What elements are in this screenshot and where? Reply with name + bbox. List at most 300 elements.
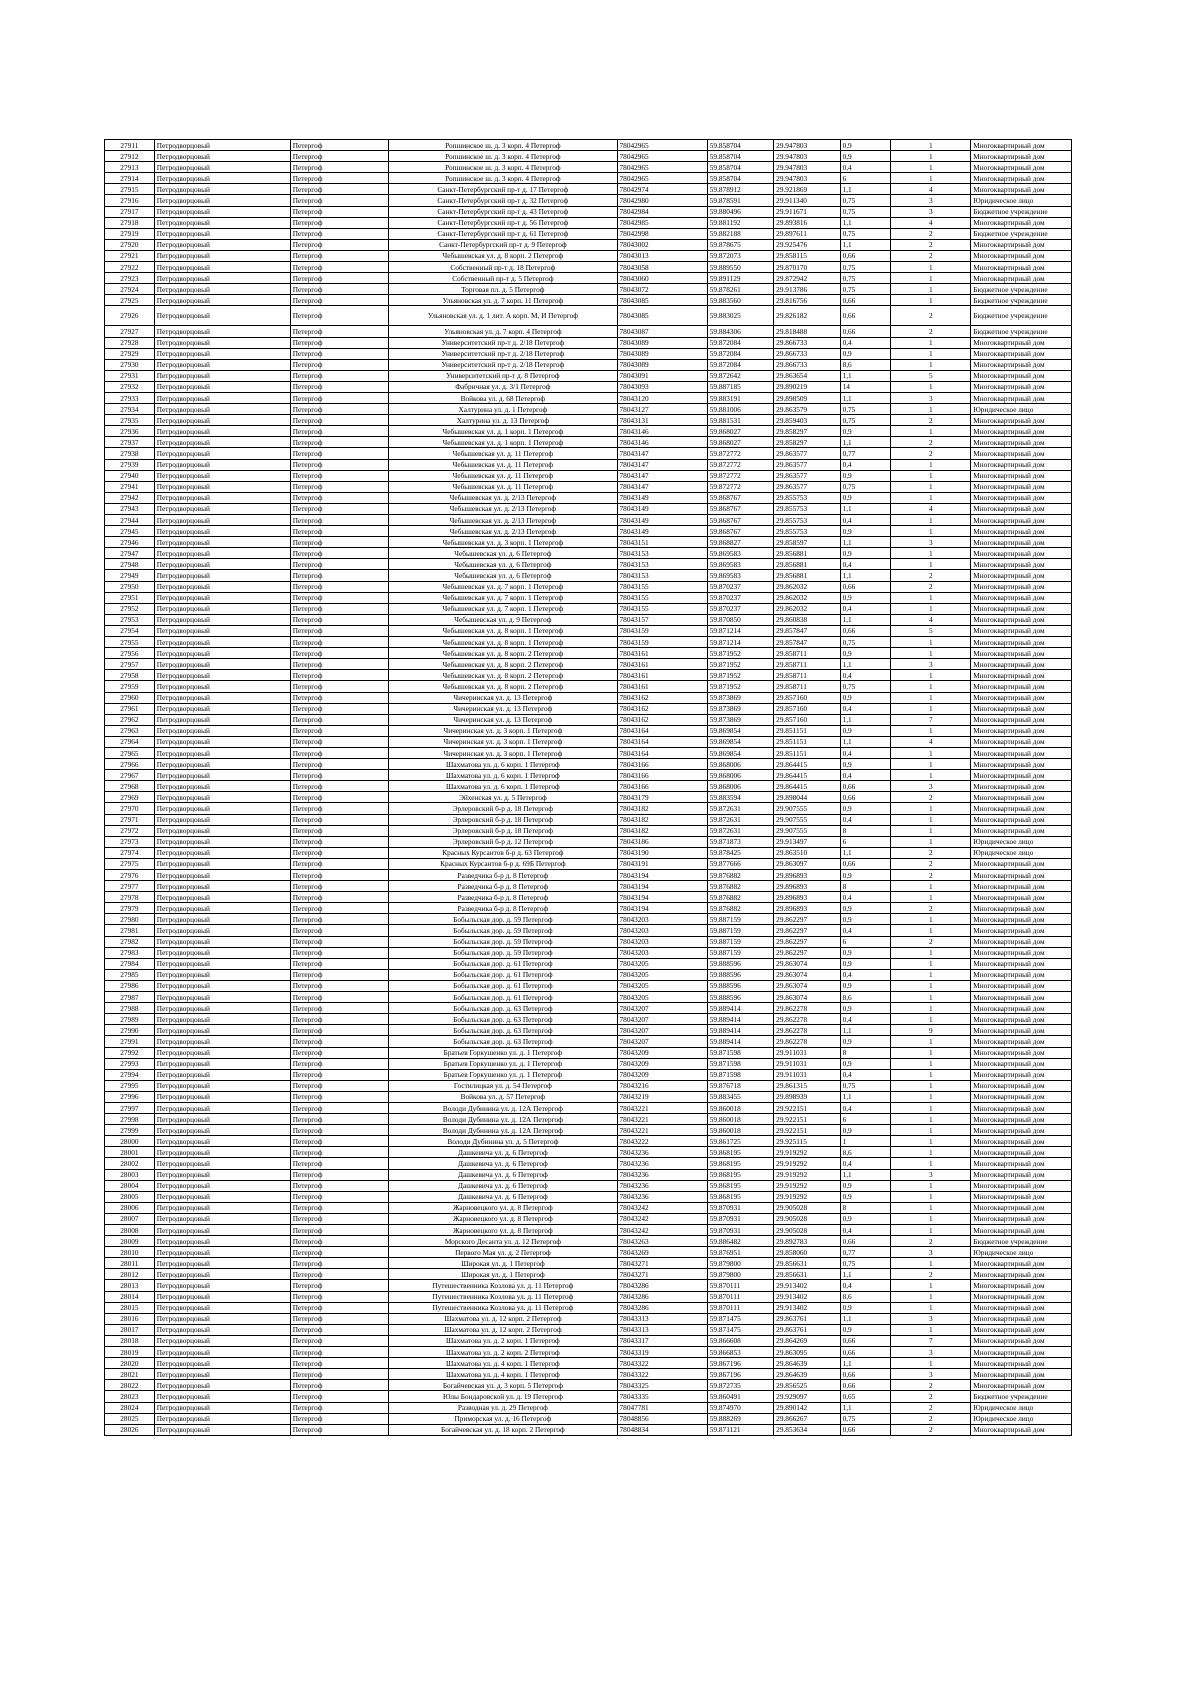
cell-power: 0,9: [840, 914, 891, 925]
cell-city: Петергоф: [290, 392, 389, 403]
cell-row-number: 28010: [105, 1247, 155, 1258]
cell-code: 78043221: [617, 1114, 707, 1125]
cell-power: 0,9: [840, 947, 891, 958]
table-row: [105, 681, 1072, 692]
cell-row-number: 27955: [105, 637, 155, 648]
cell-district: Петродворцовый: [154, 1014, 290, 1025]
cell-city: Петергоф: [290, 559, 389, 570]
cell-district: Петродворцовый: [154, 714, 290, 725]
cell-object-type: Многоквартирный дом: [971, 1014, 1072, 1025]
cell-city: Петергоф: [290, 1213, 389, 1224]
cell-code: 78043060: [617, 273, 707, 284]
cell-latitude: 59.868767: [707, 503, 773, 514]
cell-longitude: 29.947803: [774, 151, 840, 162]
cell-count: 1: [891, 1324, 971, 1335]
cell-power: 1,1: [840, 847, 891, 858]
table-row: [105, 326, 1072, 337]
cell-latitude: 59.871598: [707, 1047, 773, 1058]
cell-row-number: 27913: [105, 162, 155, 173]
cell-object-type: Многоквартирный дом: [971, 481, 1072, 492]
cell-row-number: 27911: [105, 140, 155, 151]
cell-object-type: Многоквартирный дом: [971, 592, 1072, 603]
cell-longitude: 29.853634: [774, 1424, 840, 1435]
table-row: [105, 295, 1072, 306]
table-row: [105, 747, 1072, 758]
cell-city: Петергоф: [290, 404, 389, 415]
cell-district: Петродворцовый: [154, 825, 290, 836]
table-row: [105, 1047, 1072, 1058]
cell-district: Петродворцовый: [154, 914, 290, 925]
cell-longitude: 29.862032: [774, 581, 840, 592]
cell-code: 78043236: [617, 1191, 707, 1202]
cell-count: 2: [891, 415, 971, 426]
cell-object-type: Бюджетное учреждение: [971, 326, 1072, 337]
cell-count: 2: [891, 1402, 971, 1413]
cell-district: Петродворцовый: [154, 570, 290, 581]
cell-district: Петродворцовый: [154, 295, 290, 306]
cell-longitude: 29.905028: [774, 1202, 840, 1213]
cell-latitude: 59.883191: [707, 392, 773, 403]
cell-count: 1: [891, 337, 971, 348]
cell-power: 0,4: [840, 670, 891, 681]
cell-row-number: 27951: [105, 592, 155, 603]
cell-longitude: 29.907555: [774, 814, 840, 825]
cell-city: Петергоф: [290, 1091, 389, 1102]
cell-latitude: 59.870931: [707, 1213, 773, 1224]
cell-city: Петергоф: [290, 326, 389, 337]
table-row: [105, 1280, 1072, 1291]
cell-district: Петродворцовый: [154, 1169, 290, 1180]
cell-address: Чебышевская ул. д. 6 Петергоф: [389, 548, 617, 559]
cell-power: 8: [840, 825, 891, 836]
cell-count: 1: [891, 459, 971, 470]
cell-object-type: Многоквартирный дом: [971, 1213, 1072, 1224]
cell-address: Широкая ул. д. 1 Петергоф: [389, 1258, 617, 1269]
cell-code: 78043207: [617, 1036, 707, 1047]
cell-city: Петергоф: [290, 1302, 389, 1313]
cell-code: 78043317: [617, 1335, 707, 1346]
cell-city: Петергоф: [290, 295, 389, 306]
cell-city: Петергоф: [290, 958, 389, 969]
cell-count: 1: [891, 1291, 971, 1302]
cell-address: Шахматова ул. д. 6 корп. 1 Петергоф: [389, 770, 617, 781]
cell-address: Фабричная ул. д. 3/1 Петергоф: [389, 381, 617, 392]
cell-code: 78043131: [617, 415, 707, 426]
cell-latitude: 59.874970: [707, 1402, 773, 1413]
cell-longitude: 29.860838: [774, 614, 840, 625]
cell-row-number: 27960: [105, 692, 155, 703]
cell-power: 1,1: [840, 239, 891, 250]
cell-district: Петродворцовый: [154, 140, 290, 151]
table-row: [105, 195, 1072, 206]
cell-latitude: 59.868767: [707, 492, 773, 503]
table-row: [105, 273, 1072, 284]
cell-city: Петергоф: [290, 206, 389, 217]
cell-count: 1: [891, 947, 971, 958]
cell-district: Петродворцовый: [154, 947, 290, 958]
cell-count: 1: [891, 1358, 971, 1369]
cell-count: 2: [891, 1424, 971, 1435]
cell-district: Петродворцовый: [154, 1102, 290, 1113]
table-row: [105, 381, 1072, 392]
cell-power: 0,75: [840, 284, 891, 295]
cell-row-number: 27998: [105, 1114, 155, 1125]
cell-code: 78043166: [617, 770, 707, 781]
table-row: [105, 936, 1072, 947]
cell-object-type: Многоквартирный дом: [971, 250, 1072, 261]
cell-code: 78042998: [617, 228, 707, 239]
cell-power: 0,9: [840, 348, 891, 359]
cell-longitude: 29.925476: [774, 239, 840, 250]
cell-count: 1: [891, 1114, 971, 1125]
cell-address: Жарновецкого ул. д. 8 Петергоф: [389, 1225, 617, 1236]
cell-count: 3: [891, 1169, 971, 1180]
table-row: [105, 903, 1072, 914]
cell-row-number: 27949: [105, 570, 155, 581]
cell-district: Петродворцовый: [154, 659, 290, 670]
table-row: [105, 140, 1072, 151]
cell-district: Петродворцовый: [154, 262, 290, 273]
cell-district: Петродворцовый: [154, 284, 290, 295]
cell-city: Петергоф: [290, 792, 389, 803]
cell-row-number: 27986: [105, 980, 155, 991]
cell-longitude: 29.922151: [774, 1102, 840, 1113]
cell-address: Бобыльская дор. д. 61 Петергоф: [389, 969, 617, 980]
table-row: [105, 592, 1072, 603]
cell-power: 0,77: [840, 1247, 891, 1258]
cell-longitude: 29.866733: [774, 348, 840, 359]
cell-object-type: Многоквартирный дом: [971, 1202, 1072, 1213]
cell-address: Торговая пл. д. 5 Петергоф: [389, 284, 617, 295]
cell-count: 1: [891, 914, 971, 925]
cell-latitude: 59.872631: [707, 803, 773, 814]
cell-address: Ульяновская ул. д. 7 корп. 4 Петергоф: [389, 326, 617, 337]
cell-district: Петродворцовый: [154, 1269, 290, 1280]
table-row: [105, 426, 1072, 437]
cell-district: Петродворцовый: [154, 1091, 290, 1102]
cell-address: Шахматова ул. д. 6 корп. 1 Петергоф: [389, 759, 617, 770]
cell-district: Петродворцовый: [154, 326, 290, 337]
cell-address: Университетский пр-т д. 2/18 Петергоф: [389, 348, 617, 359]
cell-count: 1: [891, 173, 971, 184]
cell-power: 0,75: [840, 681, 891, 692]
cell-district: Петродворцовый: [154, 1125, 290, 1136]
cell-object-type: Юридическое лицо: [971, 195, 1072, 206]
cell-row-number: 27961: [105, 703, 155, 714]
cell-address: Чичеринская ул. д. 3 корп. 1 Петергоф: [389, 747, 617, 758]
cell-power: 0,66: [840, 295, 891, 306]
cell-power: 0,4: [840, 969, 891, 980]
cell-code: 78043221: [617, 1102, 707, 1113]
cell-district: Петродворцовый: [154, 1202, 290, 1213]
cell-address: Чебышевская ул. д. 11 Петергоф: [389, 448, 617, 459]
cell-count: 2: [891, 306, 971, 326]
cell-count: 1: [891, 1003, 971, 1014]
cell-city: Петергоф: [290, 692, 389, 703]
cell-district: Петродворцовый: [154, 306, 290, 326]
cell-object-type: Многоквартирный дом: [971, 770, 1072, 781]
table-row: [105, 1413, 1072, 1424]
cell-count: 4: [891, 736, 971, 747]
cell-code: 78043091: [617, 370, 707, 381]
cell-longitude: 29.858115: [774, 250, 840, 261]
cell-longitude: 29.818488: [774, 326, 840, 337]
cell-district: Петродворцовый: [154, 459, 290, 470]
cell-object-type: Многоквартирный дом: [971, 648, 1072, 659]
cell-code: 78043120: [617, 392, 707, 403]
cell-row-number: 28009: [105, 1236, 155, 1247]
cell-address: Чебышевская ул. д. 8 корп. 2 Петергоф: [389, 648, 617, 659]
cell-power: 1,1: [840, 1025, 891, 1036]
cell-district: Петродворцовый: [154, 781, 290, 792]
cell-row-number: 27976: [105, 870, 155, 881]
cell-code: 78043013: [617, 250, 707, 261]
cell-city: Петергоф: [290, 1335, 389, 1346]
cell-address: Чебышевская ул. д. 3 корп. 1 Петергоф: [389, 537, 617, 548]
cell-count: 1: [891, 980, 971, 991]
table-row: [105, 262, 1072, 273]
cell-count: 1: [891, 681, 971, 692]
cell-count: 2: [891, 870, 971, 881]
cell-power: 0,75: [840, 262, 891, 273]
cell-row-number: 27987: [105, 992, 155, 1003]
cell-code: 78043159: [617, 625, 707, 636]
cell-address: Бобыльская дор. д. 59 Петергоф: [389, 947, 617, 958]
cell-address: Гостилицкая ул. д. 54 Петергоф: [389, 1080, 617, 1091]
cell-row-number: 27967: [105, 770, 155, 781]
cell-object-type: Многоквартирный дом: [971, 1291, 1072, 1302]
cell-longitude: 29.855753: [774, 503, 840, 514]
cell-object-type: Многоквартирный дом: [971, 1091, 1072, 1102]
cell-address: Чебышевская ул. д. 8 корп. 2 Петергоф: [389, 659, 617, 670]
cell-city: Петергоф: [290, 415, 389, 426]
cell-latitude: 59.860491: [707, 1391, 773, 1402]
table-row: [105, 1069, 1072, 1080]
cell-district: Петродворцовый: [154, 437, 290, 448]
cell-object-type: Многоквартирный дом: [971, 1324, 1072, 1335]
cell-latitude: 59.872084: [707, 348, 773, 359]
cell-address: Чебышевская ул. д. 8 корп. 2 Петергоф: [389, 681, 617, 692]
cell-city: Петергоф: [290, 592, 389, 603]
cell-row-number: 27993: [105, 1058, 155, 1069]
cell-code: 78042965: [617, 162, 707, 173]
cell-address: Собственный пр-т д. 18 Петергоф: [389, 262, 617, 273]
cell-address: Чебышевская ул. д. 8 корп. 1 Петергоф: [389, 637, 617, 648]
cell-longitude: 29.898509: [774, 392, 840, 403]
cell-address: Эрлеровский б-р д. 18 Петергоф: [389, 814, 617, 825]
cell-code: 78043087: [617, 326, 707, 337]
cell-latitude: 59.888269: [707, 1413, 773, 1424]
cell-city: Петергоф: [290, 470, 389, 481]
cell-district: Петродворцовый: [154, 1003, 290, 1014]
cell-district: Петродворцовый: [154, 980, 290, 991]
cell-count: 1: [891, 692, 971, 703]
cell-latitude: 59.869583: [707, 570, 773, 581]
cell-city: Петергоф: [290, 747, 389, 758]
cell-object-type: Многоквартирный дом: [971, 1025, 1072, 1036]
cell-city: Петергоф: [290, 1180, 389, 1191]
cell-code: 78043157: [617, 614, 707, 625]
cell-latitude: 59.869854: [707, 725, 773, 736]
cell-city: Петергоф: [290, 1102, 389, 1113]
cell-count: 1: [891, 348, 971, 359]
cell-address: Богайчевская ул. д. 18 корп. 2 Петергоф: [389, 1424, 617, 1435]
cell-longitude: 29.919292: [774, 1158, 840, 1169]
cell-address: Дашкевича ул. д. 6 Петергоф: [389, 1169, 617, 1180]
cell-row-number: 27962: [105, 714, 155, 725]
cell-count: 1: [891, 836, 971, 847]
cell-object-type: Многоквартирный дом: [971, 736, 1072, 747]
cell-power: 0,9: [840, 980, 891, 991]
cell-object-type: Многоквартирный дом: [971, 492, 1072, 503]
cell-latitude: 59.871214: [707, 625, 773, 636]
cell-address: Университетский пр-т д. 2/18 Петергоф: [389, 359, 617, 370]
cell-district: Петродворцовый: [154, 725, 290, 736]
cell-code: 78043164: [617, 747, 707, 758]
cell-row-number: 28002: [105, 1158, 155, 1169]
cell-row-number: 28001: [105, 1147, 155, 1158]
cell-longitude: 29.864639: [774, 1358, 840, 1369]
table-row: [105, 1347, 1072, 1358]
cell-longitude: 29.913786: [774, 284, 840, 295]
cell-latitude: 59.870850: [707, 614, 773, 625]
cell-object-type: Юридическое лицо: [971, 404, 1072, 415]
cell-city: Петергоф: [290, 892, 389, 903]
cell-count: 1: [891, 1180, 971, 1191]
cell-count: 1: [891, 925, 971, 936]
cell-longitude: 29.911031: [774, 1047, 840, 1058]
cell-row-number: 27925: [105, 295, 155, 306]
cell-count: 1: [891, 1191, 971, 1202]
cell-city: Петергоф: [290, 250, 389, 261]
cell-longitude: 29.919292: [774, 1191, 840, 1202]
cell-count: 1: [891, 1014, 971, 1025]
table-row: [105, 184, 1072, 195]
cell-longitude: 29.919292: [774, 1147, 840, 1158]
cell-city: Петергоф: [290, 925, 389, 936]
cell-object-type: Юридическое лицо: [971, 836, 1072, 847]
cell-power: 1,1: [840, 1313, 891, 1324]
cell-object-type: Многоквартирный дом: [971, 1302, 1072, 1313]
cell-city: Петергоф: [290, 1191, 389, 1202]
cell-longitude: 29.896893: [774, 892, 840, 903]
cell-code: 78043203: [617, 914, 707, 925]
cell-object-type: Многоквартирный дом: [971, 184, 1072, 195]
cell-district: Петродворцовый: [154, 1136, 290, 1147]
cell-city: Петергоф: [290, 870, 389, 881]
cell-code: 78043166: [617, 781, 707, 792]
cell-count: 1: [891, 637, 971, 648]
table-row: [105, 1369, 1072, 1380]
cell-object-type: Бюджетное учреждение: [971, 306, 1072, 326]
table-row: [105, 914, 1072, 925]
cell-power: 0,4: [840, 747, 891, 758]
cell-latitude: 59.878425: [707, 847, 773, 858]
cell-address: Собственный пр-т д. 5 Петергоф: [389, 273, 617, 284]
cell-longitude: 29.859403: [774, 415, 840, 426]
cell-longitude: 29.922151: [774, 1114, 840, 1125]
cell-object-type: Многоквартирный дом: [971, 162, 1072, 173]
cell-longitude: 29.896893: [774, 870, 840, 881]
cell-address: Ульяновская ул. д. 1 лит. А корп. М, И Петергоф: [389, 306, 617, 326]
cell-power: 0,4: [840, 703, 891, 714]
cell-power: 1,1: [840, 1402, 891, 1413]
cell-address: Санкт-Петербургский пр-т д. 43 Петергоф: [389, 206, 617, 217]
cell-longitude: 29.863510: [774, 847, 840, 858]
cell-address: Ульяновская ул. д. 7 корп. 11 Петергоф: [389, 295, 617, 306]
cell-row-number: 28025: [105, 1413, 155, 1424]
cell-district: Петродворцовый: [154, 1225, 290, 1236]
cell-count: 1: [891, 1202, 971, 1213]
cell-city: Петергоф: [290, 1291, 389, 1302]
cell-city: Петергоф: [290, 1080, 389, 1091]
cell-longitude: 29.929097: [774, 1391, 840, 1402]
cell-power: 1,1: [840, 614, 891, 625]
cell-district: Петродворцовый: [154, 847, 290, 858]
cell-city: Петергоф: [290, 481, 389, 492]
cell-district: Петродворцовый: [154, 759, 290, 770]
cell-code: 78043205: [617, 992, 707, 1003]
cell-latitude: 59.880496: [707, 206, 773, 217]
table-row: [105, 239, 1072, 250]
cell-object-type: Многоквартирный дом: [971, 415, 1072, 426]
cell-address: Халтурина ул. д. 1 Петергоф: [389, 404, 617, 415]
cell-district: Петродворцовый: [154, 173, 290, 184]
cell-latitude: 59.888596: [707, 969, 773, 980]
cell-code: 78043203: [617, 925, 707, 936]
cell-count: 1: [891, 825, 971, 836]
cell-latitude: 59.866853: [707, 1347, 773, 1358]
cell-address: Чебышевская ул. д. 2/13 Петергоф: [389, 526, 617, 537]
cell-power: 0,4: [840, 814, 891, 825]
cell-power: 0,9: [840, 140, 891, 151]
cell-object-type: Многоквартирный дом: [971, 1102, 1072, 1113]
cell-power: 0,4: [840, 1102, 891, 1113]
cell-code: 78043089: [617, 348, 707, 359]
cell-count: 1: [891, 592, 971, 603]
cell-count: 3: [891, 206, 971, 217]
cell-code: 78048834: [617, 1424, 707, 1435]
cell-address: Ропшинское ш. д. 3 корп. 4 Петергоф: [389, 173, 617, 184]
cell-count: 1: [891, 759, 971, 770]
cell-code: 78043182: [617, 803, 707, 814]
cell-count: 3: [891, 1247, 971, 1258]
table-row: [105, 173, 1072, 184]
cell-address: Чебышевская ул. д. 7 корп. 1 Петергоф: [389, 581, 617, 592]
cell-code: 78043149: [617, 503, 707, 514]
cell-address: Братьев Горкушенко ул. д. 1 Петергоф: [389, 1069, 617, 1080]
cell-code: 78043194: [617, 892, 707, 903]
table-row: [105, 370, 1072, 381]
cell-row-number: 27957: [105, 659, 155, 670]
cell-city: Петергоф: [290, 1324, 389, 1335]
cell-address: Войкова ул. д. 57 Петергоф: [389, 1091, 617, 1102]
cell-district: Петродворцовый: [154, 958, 290, 969]
cell-latitude: 59.868767: [707, 515, 773, 526]
cell-city: Петергоф: [290, 603, 389, 614]
cell-code: 78043161: [617, 681, 707, 692]
cell-address: Первого Мая ул. д. 2 Петергоф: [389, 1247, 617, 1258]
cell-latitude: 59.872735: [707, 1380, 773, 1391]
cell-address: Чичеринская ул. д. 13 Петергоф: [389, 692, 617, 703]
cell-district: Петродворцовый: [154, 1191, 290, 1202]
cell-code: 78043147: [617, 459, 707, 470]
cell-power: 0,9: [840, 1036, 891, 1047]
cell-power: 0,9: [840, 592, 891, 603]
cell-longitude: 29.856631: [774, 1258, 840, 1269]
cell-address: Халтурина ул. д. 13 Петергоф: [389, 415, 617, 426]
cell-address: Чичеринская ул. д. 13 Петергоф: [389, 714, 617, 725]
